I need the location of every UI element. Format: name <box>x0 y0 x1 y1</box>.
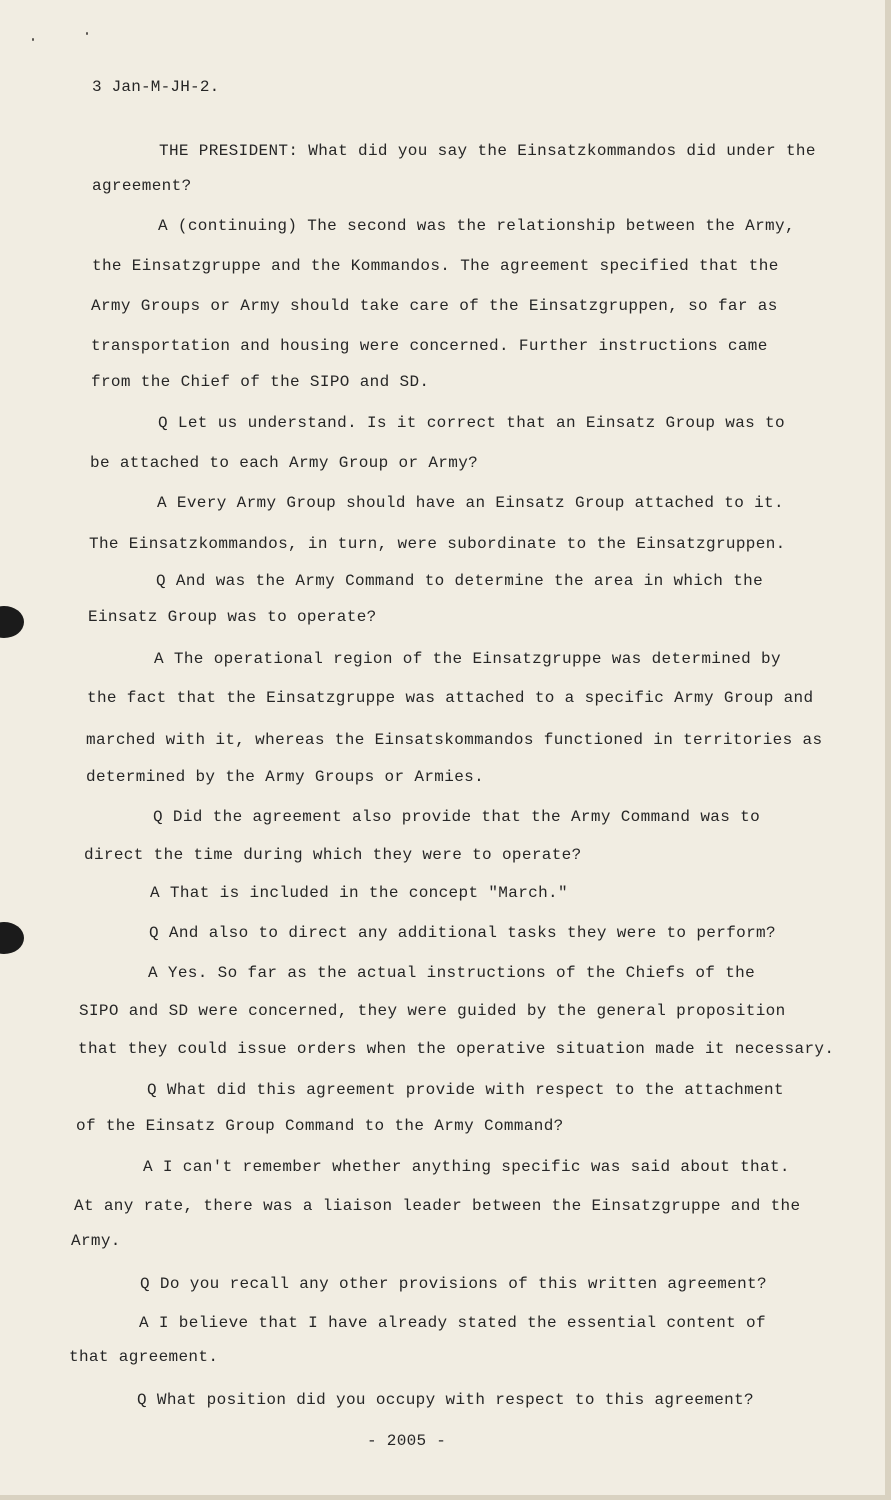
text-line-14: A The operational region of the Einsatzgruppe was determined by <box>154 650 781 668</box>
text-line-1: THE PRESIDENT: What did you say the Einsatzkommandos did under the <box>159 142 816 160</box>
paper-speck <box>86 32 88 35</box>
paper-speck <box>32 38 34 41</box>
text-line-32: that agreement. <box>69 1348 219 1366</box>
text-line-12: Q And was the Army Command to determine the area in which the <box>156 572 764 590</box>
text-line-31: A I believe that I have already stated the essential content of <box>139 1314 766 1332</box>
text-line-4: the Einsatzgruppe and the Kommandos. The agreement specified that the <box>92 257 779 275</box>
text-line-25: Q What did this agreement provide with respect to the attachment <box>147 1081 784 1099</box>
text-line-10: A Every Army Group should have an Einsatz Group attached to it. <box>157 494 784 512</box>
text-line-33: Q What position did you occupy with respect to this agreement? <box>137 1391 754 1409</box>
text-line-23: SIPO and SD were concerned, they were guided by the general proposition <box>79 1002 786 1020</box>
text-line-17: determined by the Army Groups or Armies. <box>86 768 485 786</box>
text-line-28: At any rate, there was a liaison leader between the Einsatzgruppe and the <box>74 1197 801 1215</box>
text-line-8: Q Let us understand. Is it correct that an Einsatz Group was to <box>158 414 785 432</box>
text-line-29: Army. <box>71 1232 121 1250</box>
text-line-5: Army Groups or Army should take care of the Einsatzgruppen, so far as <box>91 297 778 315</box>
text-line-18: Q Did the agreement also provide that the Army Command was to <box>153 808 761 826</box>
text-line-2: agreement? <box>92 177 192 195</box>
text-line-11: The Einsatzkommandos, in turn, were subordinate to the Einsatzgruppen. <box>89 535 786 553</box>
text-line-30: Q Do you recall any other provisions of this written agreement? <box>140 1275 767 1293</box>
text-line-19: direct the time during which they were to operate? <box>84 846 582 864</box>
document-header: 3 Jan-M-JH-2. <box>92 78 220 96</box>
page-number: - 2005 - <box>367 1432 447 1450</box>
text-line-3: A (continuing) The second was the relationship between the Army, <box>158 217 795 235</box>
punch-hole-top <box>0 606 24 638</box>
text-line-22: A Yes. So far as the actual instructions of the Chiefs of the <box>148 964 756 982</box>
text-line-7: from the Chief of the SIPO and SD. <box>91 373 430 391</box>
text-line-6: transportation and housing were concerned. Further instructions came <box>91 337 768 355</box>
text-line-16: marched with it, whereas the Einsatskommandos functioned in territories as <box>86 731 823 749</box>
text-line-15: the fact that the Einsatzgruppe was attached to a specific Army Group and <box>87 689 814 707</box>
text-line-24: that they could issue orders when the operative situation made it necessary. <box>78 1040 835 1058</box>
text-line-13: Einsatz Group was to operate? <box>88 608 377 626</box>
text-line-20: A That is included in the concept "March." <box>150 884 568 902</box>
text-line-21: Q And also to direct any additional tasks they were to perform? <box>149 924 776 942</box>
punch-hole-bottom <box>0 922 24 954</box>
text-line-26: of the Einsatz Group Command to the Army Command? <box>76 1117 564 1135</box>
text-line-9: be attached to each Army Group or Army? <box>90 454 479 472</box>
text-line-27: A I can't remember whether anything specific was said about that. <box>143 1158 790 1176</box>
